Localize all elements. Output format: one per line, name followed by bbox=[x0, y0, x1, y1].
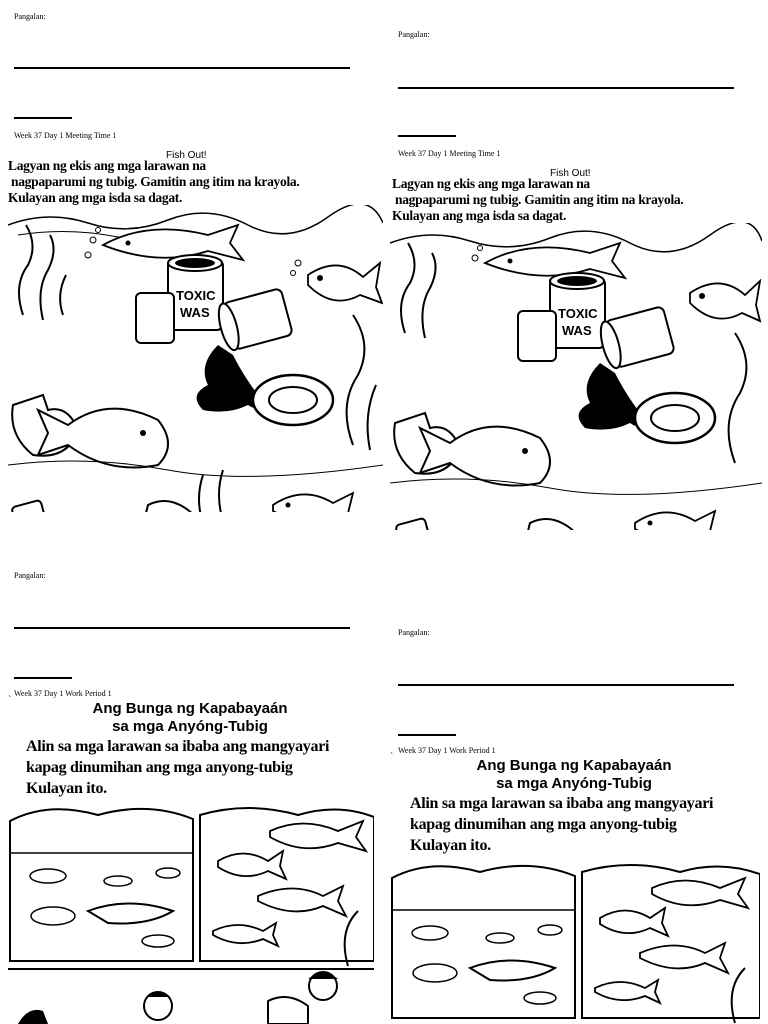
toxic-barrel-icon bbox=[550, 273, 605, 348]
divider-line bbox=[398, 135, 456, 137]
instruction-line-1: Lagyan ng ekis ang mga larawan na bbox=[8, 158, 206, 173]
worksheet-title-line-1: Ang Bunga ng Kapabayaán bbox=[476, 757, 672, 774]
fish-icon bbox=[273, 493, 356, 512]
worksheet-title-line-2: sa mga Anyóng-Tubig bbox=[496, 775, 652, 792]
name-line[interactable] bbox=[398, 684, 734, 686]
tick-mark: ` bbox=[390, 752, 394, 763]
name-label: Pangalan: bbox=[398, 628, 430, 637]
instruction-line-3: Kulayan ito. bbox=[26, 780, 107, 797]
can-icon bbox=[11, 500, 50, 512]
instruction-line-1: Alin sa mga larawan sa ibaba ang mangyayari bbox=[26, 738, 330, 755]
instruction-line-3: Kulayan ang mga isda sa dagat. bbox=[392, 208, 567, 223]
divider-line bbox=[14, 117, 72, 119]
instruction-line-2: kapag dinumihan ang mga anyong-tubig bbox=[26, 759, 293, 776]
name-line[interactable] bbox=[14, 67, 350, 69]
worksheet-water-pollution-left bbox=[0, 563, 384, 1024]
svg-text:TOXIC: TOXIC bbox=[558, 306, 598, 321]
instruction-line-1: Alin sa mga larawan sa ibaba ang mangyayari bbox=[410, 795, 714, 812]
fish-icon bbox=[690, 281, 760, 321]
polluted-water-panel bbox=[392, 866, 575, 1018]
name-line[interactable] bbox=[398, 87, 734, 89]
oil-spill-icon bbox=[197, 345, 260, 412]
instruction-line-2: nagpaparumi ng tubig. Gamitin ang itim na krayola. bbox=[11, 174, 300, 189]
week-label: Week 37 Day 1 Meeting Time 1 bbox=[14, 131, 117, 140]
worksheet-fish-out-left bbox=[0, 0, 384, 512]
fish-out-caption: Fish Out! bbox=[166, 150, 207, 161]
svg-text:WAS: WAS bbox=[180, 305, 210, 320]
tick-mark: ` bbox=[8, 695, 12, 706]
pollution-choices-illustration bbox=[390, 858, 760, 1024]
worksheet-fish-out-right bbox=[384, 18, 768, 530]
week-label: Week 37 Day 1 Work Period 1 bbox=[398, 746, 496, 755]
instruction-line-2: kapag dinumihan ang mga anyong-tubig bbox=[410, 816, 677, 833]
fish-icon bbox=[635, 511, 718, 530]
name-label: Pangalan: bbox=[398, 30, 430, 39]
svg-text:WAS: WAS bbox=[562, 323, 592, 338]
can-icon bbox=[395, 518, 434, 530]
instruction-line-1: Lagyan ng ekis ang mga larawan na bbox=[392, 176, 590, 191]
polluted-water-panel bbox=[10, 809, 193, 961]
week-label: Week 37 Day 1 Work Period 1 bbox=[14, 689, 112, 698]
oil-spill-icon bbox=[579, 363, 642, 430]
garbage-pile-icon bbox=[143, 501, 198, 512]
week-label: Week 37 Day 1 Meeting Time 1 bbox=[398, 149, 501, 158]
pollution-choices-illustration bbox=[8, 801, 374, 1024]
divider-line bbox=[398, 734, 456, 736]
fish-out-caption: Fish Out! bbox=[550, 168, 591, 179]
worksheet-title-line-2: sa mga Anyóng-Tubig bbox=[112, 718, 268, 735]
svg-text:TOXIC: TOXIC bbox=[176, 288, 216, 303]
garbage-pile-icon bbox=[525, 519, 580, 530]
name-label: Pangalan: bbox=[14, 12, 46, 21]
ocean-pollution-illustration bbox=[390, 223, 762, 530]
divider-line bbox=[14, 677, 72, 679]
name-line[interactable] bbox=[14, 627, 350, 629]
fish-icon bbox=[308, 263, 382, 303]
instruction-line-2: nagpaparumi ng tubig. Gamitin ang itim na krayola. bbox=[395, 192, 684, 207]
name-label: Pangalan: bbox=[14, 571, 46, 580]
instruction-line-3: Kulayan ito. bbox=[410, 837, 491, 854]
shark-icon bbox=[485, 243, 625, 278]
toxic-barrel-icon bbox=[168, 255, 223, 330]
ocean-pollution-illustration bbox=[8, 205, 383, 512]
instruction-line-3: Kulayan ang mga isda sa dagat. bbox=[8, 190, 183, 205]
worksheet-title-line-1: Ang Bunga ng Kapabayaán bbox=[92, 700, 288, 717]
shark-icon bbox=[103, 225, 243, 260]
worksheet-water-pollution-right bbox=[384, 620, 768, 1024]
